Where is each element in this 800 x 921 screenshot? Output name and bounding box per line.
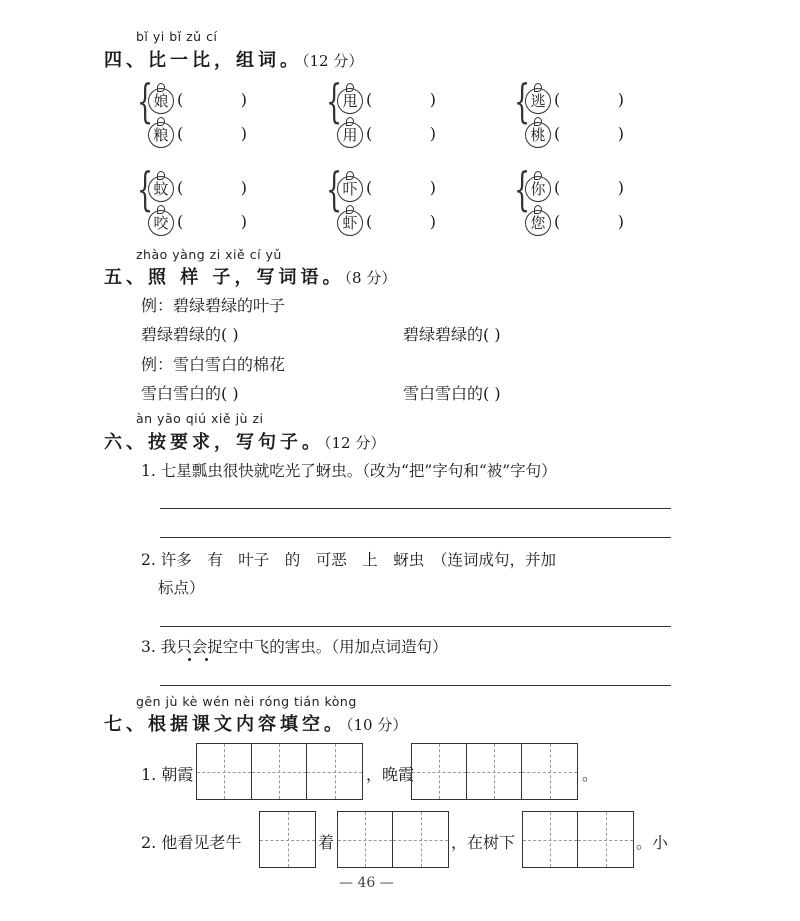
close-paren: ) [429, 90, 436, 109]
close-paren: ) [429, 124, 436, 143]
s7-q2-grid-a[interactable] [259, 811, 316, 868]
s6-question-1: 1. 七星瓢虫很快就吃光了蚜虫。（改为“把”字句和“被”字句） [141, 462, 557, 480]
s7-heading [104, 710, 407, 736]
char-circle: 吓 [337, 176, 363, 202]
answer-blank[interactable] [554, 90, 624, 109]
s7-title: 七、根据课文内容填空。 [104, 714, 346, 735]
s7-q1-grid-b[interactable] [411, 743, 578, 800]
writing-cell[interactable] [578, 812, 633, 867]
s7-q2-prefix: 2. 他看见老牛 [141, 833, 242, 852]
s7-q1-grid-a[interactable] [196, 743, 363, 800]
s6-answer-line-3[interactable] [160, 685, 671, 686]
char-circle: 蚊 [148, 176, 174, 202]
char-circle: 用 [337, 122, 363, 148]
close-paren: ) [617, 90, 624, 109]
close-paren: ) [240, 90, 247, 109]
s7-pinyin: gēn jù kè wén nèi róng tián kòng [136, 694, 357, 709]
answer-blank[interactable] [177, 178, 247, 197]
brace-icon: { [514, 74, 531, 128]
writing-cell[interactable] [338, 812, 393, 867]
answer-blank[interactable] [177, 90, 247, 109]
s5-answer-a2[interactable]: 碧绿碧绿的( ) [403, 325, 501, 344]
open-paren: ( [554, 90, 561, 109]
s7-q1-end: 。 [582, 765, 599, 784]
close-paren: ) [429, 178, 436, 197]
char-circle: 粮 [148, 122, 174, 148]
char-circle: 逃 [525, 88, 551, 114]
open-paren: ( [366, 124, 373, 143]
open-paren: ( [177, 90, 184, 109]
answer-blank[interactable] [554, 124, 624, 143]
answer-blank[interactable] [366, 178, 436, 197]
s6-answer-line-1b[interactable] [160, 537, 671, 538]
s7-q2-grid-c[interactable] [522, 811, 634, 868]
char-circle: 娘 [148, 88, 174, 114]
open-paren: ( [554, 178, 561, 197]
s5-example-1: 例：碧绿碧绿的叶子 [141, 296, 286, 315]
writing-cell[interactable] [197, 744, 252, 799]
open-paren: ( [177, 178, 184, 197]
s5-score: （8 分） [344, 269, 397, 287]
close-paren: ) [429, 212, 436, 231]
s7-q2-end: 。小 [636, 833, 669, 852]
close-paren: ) [617, 124, 624, 143]
open-paren: ( [554, 124, 561, 143]
writing-cell[interactable] [307, 744, 362, 799]
writing-cell[interactable] [260, 812, 315, 867]
answer-blank[interactable] [366, 212, 436, 231]
s5-heading [104, 263, 396, 289]
brace-icon: { [137, 74, 154, 128]
s7-q1-prefix: 1. 朝霞 [141, 765, 194, 784]
s7-q2-middle-1: 着 [318, 833, 335, 852]
s7-score: （10 分） [346, 716, 408, 734]
writing-cell[interactable] [412, 744, 467, 799]
s6-answer-line-1a[interactable] [160, 508, 671, 509]
brace-icon: { [137, 162, 154, 216]
char-circle: 你 [525, 176, 551, 202]
writing-cell[interactable] [523, 812, 578, 867]
s5-pinyin: zhào yàng zi xiě cí yǔ [136, 247, 282, 262]
char-circle: 咬 [148, 210, 174, 236]
s5-answer-b2[interactable]: 雪白雪白的( ) [403, 384, 501, 403]
s4-pinyin: bǐ yi bǐ zǔ cí [136, 29, 218, 44]
s5-answer-a1[interactable]: 碧绿碧绿的( ) [141, 325, 239, 344]
writing-cell[interactable] [467, 744, 522, 799]
open-paren: ( [554, 212, 561, 231]
s6-question-2: 2. 许多 有 叶子 的 可恶 上 蚜虫 （连词成句，并加 [141, 551, 556, 569]
char-circle: 桃 [525, 122, 551, 148]
answer-blank[interactable] [554, 212, 624, 231]
writing-cell[interactable] [393, 812, 448, 867]
close-paren: ) [617, 212, 624, 231]
writing-cell[interactable] [252, 744, 307, 799]
s4-score: （12 分） [302, 52, 364, 70]
s6-answer-line-2[interactable] [160, 626, 671, 627]
close-paren: ) [240, 124, 247, 143]
s6-score: （12 分） [324, 434, 386, 452]
close-paren: ) [617, 178, 624, 197]
emphasis-dot [188, 658, 191, 661]
s5-answer-b1[interactable]: 雪白雪白的( ) [141, 384, 239, 403]
s6-pinyin: àn yāo qiú xiě jù zi [136, 411, 264, 426]
s6-question-3: 3. 我只会捉空中飞的害虫。（用加点词造句） [141, 638, 448, 656]
open-paren: ( [177, 212, 184, 231]
char-circle: 您 [525, 210, 551, 236]
close-paren: ) [240, 212, 247, 231]
close-paren: ) [240, 178, 247, 197]
s7-q2-middle-2: ，在树下 [451, 833, 516, 852]
open-paren: ( [366, 178, 373, 197]
s4-heading [104, 46, 363, 72]
writing-cell[interactable] [522, 744, 577, 799]
emphasis-dot [205, 658, 208, 661]
s6-heading [104, 428, 385, 454]
answer-blank[interactable] [366, 90, 436, 109]
s4-title: 四、比一比，组词。 [104, 50, 302, 71]
char-circle: 虾 [337, 210, 363, 236]
s5-example-2: 例：雪白雪白的棉花 [141, 355, 286, 374]
s5-title: 五、照 样 子，写词语。 [104, 267, 345, 288]
answer-blank[interactable] [177, 124, 247, 143]
brace-icon: { [326, 162, 343, 216]
open-paren: ( [177, 124, 184, 143]
answer-blank[interactable] [366, 124, 436, 143]
s7-q2-grid-b[interactable] [337, 811, 449, 868]
s6-title: 六、按要求，写句子。 [104, 432, 324, 453]
s6-question-2-cont: 标点） [158, 579, 205, 597]
answer-blank[interactable] [177, 212, 247, 231]
s7-q1-middle: ，晚霞 [366, 765, 415, 784]
page-number: — 46 — [339, 875, 394, 891]
brace-icon: { [514, 162, 531, 216]
char-circle: 甩 [337, 88, 363, 114]
brace-icon: { [326, 74, 343, 128]
open-paren: ( [366, 212, 373, 231]
answer-blank[interactable] [554, 178, 624, 197]
open-paren: ( [366, 90, 373, 109]
